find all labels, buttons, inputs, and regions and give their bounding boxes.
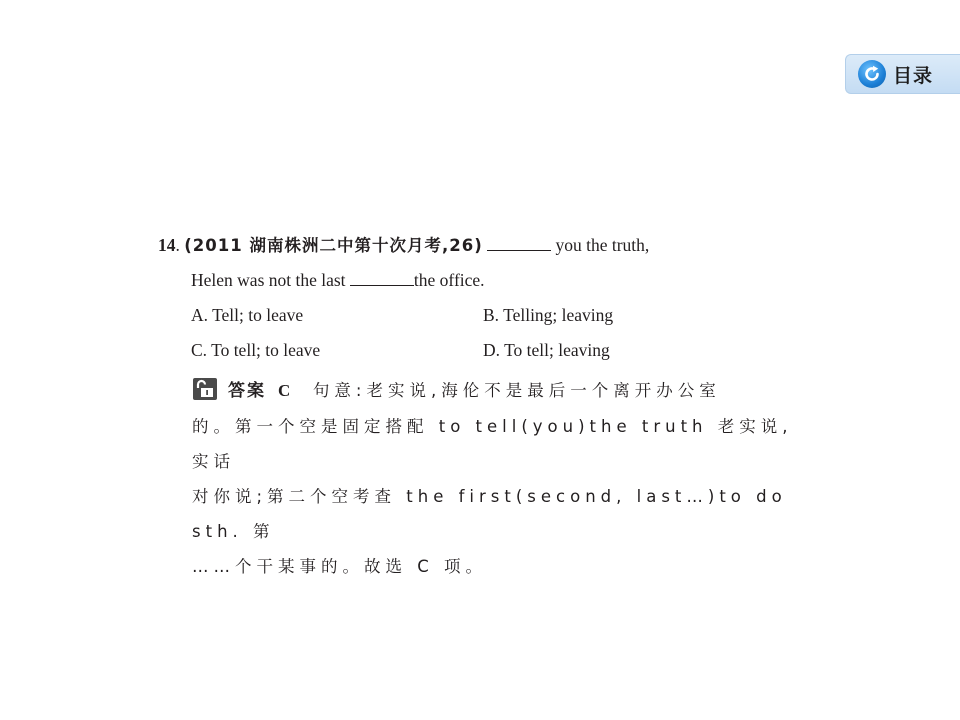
question-stem-text: you the truth, (555, 235, 650, 255)
answer-explanation-line-3: 对你说;第二个空考查 the first(second, last…)to do sth. 第 (192, 487, 787, 541)
toc-label: 目录 (893, 64, 934, 87)
option-a: A. Tell; to leave (191, 305, 304, 325)
question-dot: . (175, 235, 180, 255)
question-line2-text: Helen was not the last (191, 270, 346, 290)
question-source: (2011 湖南株洲二中第十次月考,26) (184, 236, 483, 255)
refresh-circle-icon (858, 60, 886, 88)
unlock-icon (192, 377, 218, 401)
toc-button[interactable] (845, 54, 960, 94)
option-c: C. To tell; to leave (191, 340, 321, 360)
options-row-1 (158, 298, 808, 333)
answer-title: 答案 (228, 381, 266, 401)
answer-letter: C (278, 381, 291, 400)
question-block (158, 228, 808, 368)
answer-explanation-line-2: 的。第一个空是固定搭配 to tell(you)the truth 老实说,实话 (192, 417, 793, 471)
answer-blank-1 (487, 249, 551, 251)
question-line-2 (158, 263, 808, 298)
answer-explanation-line-1: 句意:老实说,海伦不是最后一个离开办公室 (312, 381, 721, 400)
question-line-1 (158, 228, 808, 263)
option-d: D. To tell; leaving (483, 340, 610, 360)
answer-header-line (192, 373, 797, 409)
options-row-2 (158, 333, 808, 368)
question-number: 14 (158, 235, 176, 255)
answer-block (192, 373, 797, 584)
answer-explanation-line-4: ……个干某事的。故选 C 项。 (192, 557, 488, 576)
option-b: B. Telling; leaving (483, 305, 614, 325)
question-line2-end: the office. (413, 270, 485, 290)
answer-blank-2 (350, 284, 414, 286)
